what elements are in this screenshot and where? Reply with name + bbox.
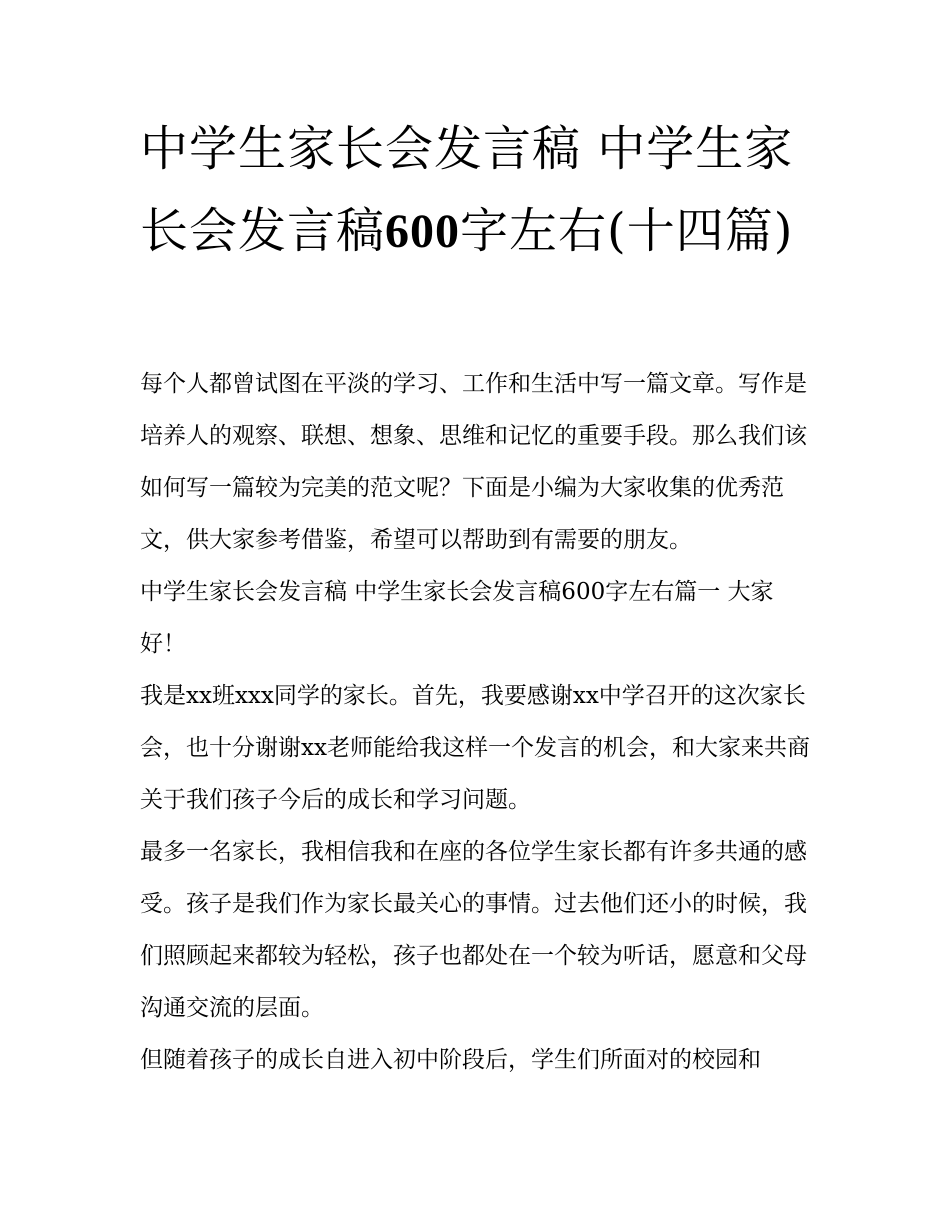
document-title	[140, 108, 820, 273]
paragraph-growth: 但随着孩子的成长自进入初中阶段后，学生们所面对的校园和	[140, 1047, 761, 1073]
title-text-part2: 字左右(十四篇)	[460, 203, 794, 259]
paragraph-self-intro: 我是xx班xxx同学的家长。首先，我要感谢xx中学召开的这次家长会，也十分谢谢xx老师能给我这样一个发言的机会，和大家来共商关于我们孩子今后的成长和学习问题。	[140, 683, 810, 813]
paragraph-heading: 中学生家长会发言稿 中学生家长会发言稿600字左右篇一 大家好！	[140, 579, 774, 657]
paragraph-intro: 每个人都曾试图在平淡的学习、工作和生活中写一篇文章。写作是培养人的观察、联想、想象、思维和记忆的重要手段。那么我们该如何写一篇较为完美的范文呢？下面是小编为大家收集的优秀范文，供大家参考借鉴，希望可以帮助到有需要的朋友。	[140, 371, 807, 553]
document-body	[140, 358, 812, 1086]
title-number: 600	[385, 205, 461, 258]
title-text-part1: 中学生家长会发言稿 中学生家长会发言稿	[140, 121, 794, 259]
paragraph-feelings: 最多一名家长，我相信我和在座的各位学生家长都有许多共通的感受。孩子是我们作为家长最关心的事情。过去他们还小的时候，我们照顾起来都较为轻松，孩子也都处在一个较为听话，愿意和父母沟通交流的层面。	[140, 839, 807, 1021]
